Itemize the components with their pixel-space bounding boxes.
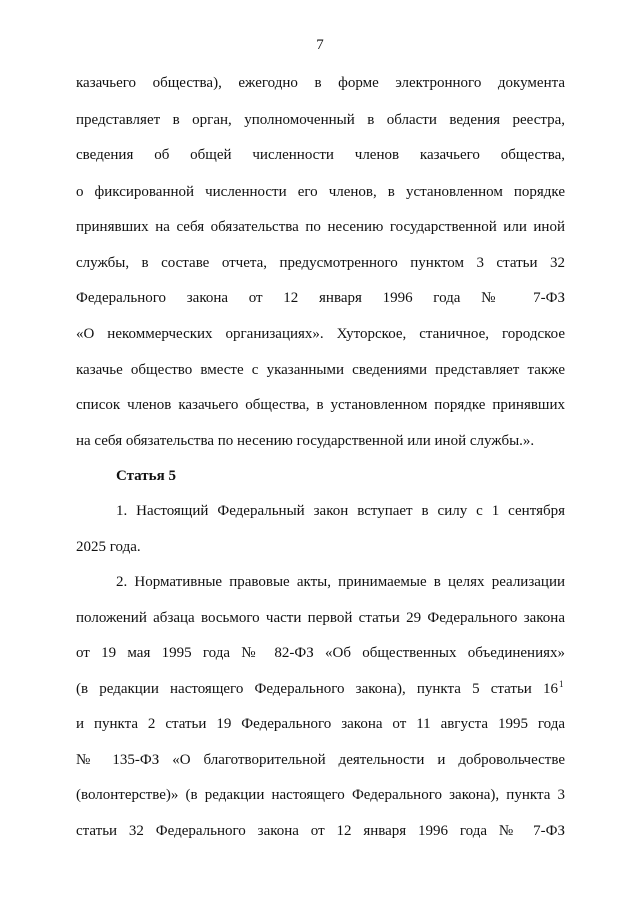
text-line: Федерального закона от 12 января 1996 года № 7-ФЗ: [76, 290, 565, 306]
text-line: сведения об общей численности членов казачьего общества,: [76, 147, 565, 163]
text-line: 2. Нормативные правовые акты, принимаемые в целях реализации: [116, 574, 565, 590]
text-line: представляет в орган, уполномоченный в области ведения реестра,: [76, 112, 565, 128]
page-number: 7: [316, 37, 324, 53]
text-line: службы, в составе отчета, предусмотренного пунктом 3 статьи 32: [76, 255, 565, 271]
text-line: о фиксированной численности его членов, в установленном порядке: [76, 184, 565, 200]
text-line: статьи 32 Федерального закона от 12 января 1996 года № 7-ФЗ: [76, 823, 565, 839]
text-line: и пункта 2 статьи 19 Федерального закона от 11 августа 1995 года: [76, 716, 565, 732]
text-line: № 135-ФЗ «О благотворительной деятельности и добровольчестве: [76, 752, 565, 768]
text-line: 1. Настоящий Федеральный закон вступает в силу с 1 сентября: [116, 503, 565, 519]
text-line: (волонтерстве)» (в редакции настоящего Федерального закона), пункта 3: [76, 787, 565, 803]
text-line: «О некоммерческих организациях». Хуторское, станичное, городское: [76, 326, 565, 342]
text-line: список членов казачьего общества, в установленном порядке принявших: [76, 397, 565, 413]
text-line: от 19 мая 1995 года № 82-ФЗ «Об общественных объединениях»: [76, 645, 565, 661]
text-line: положений абзаца восьмого части первой статьи 29 Федерального закона: [76, 610, 565, 626]
article-heading: Статья 5: [116, 468, 176, 484]
text-line: на себя обязательства по несению государственной или иной службы.».: [76, 433, 535, 449]
superscript: 1: [559, 679, 564, 689]
text-line: 2025 года.: [76, 539, 141, 555]
text-line: казачьего общества), ежегодно в форме электронного документа: [76, 75, 565, 91]
text-line: принявших на себя обязательства по несению государственной или иной: [76, 219, 565, 235]
text-line-with-superscript: (в редакции настоящего Федерального закона), пункта 5 статьи 16: [76, 681, 558, 697]
text-line: казачье общество вместе с указанными сведениями представляет также: [76, 362, 565, 378]
